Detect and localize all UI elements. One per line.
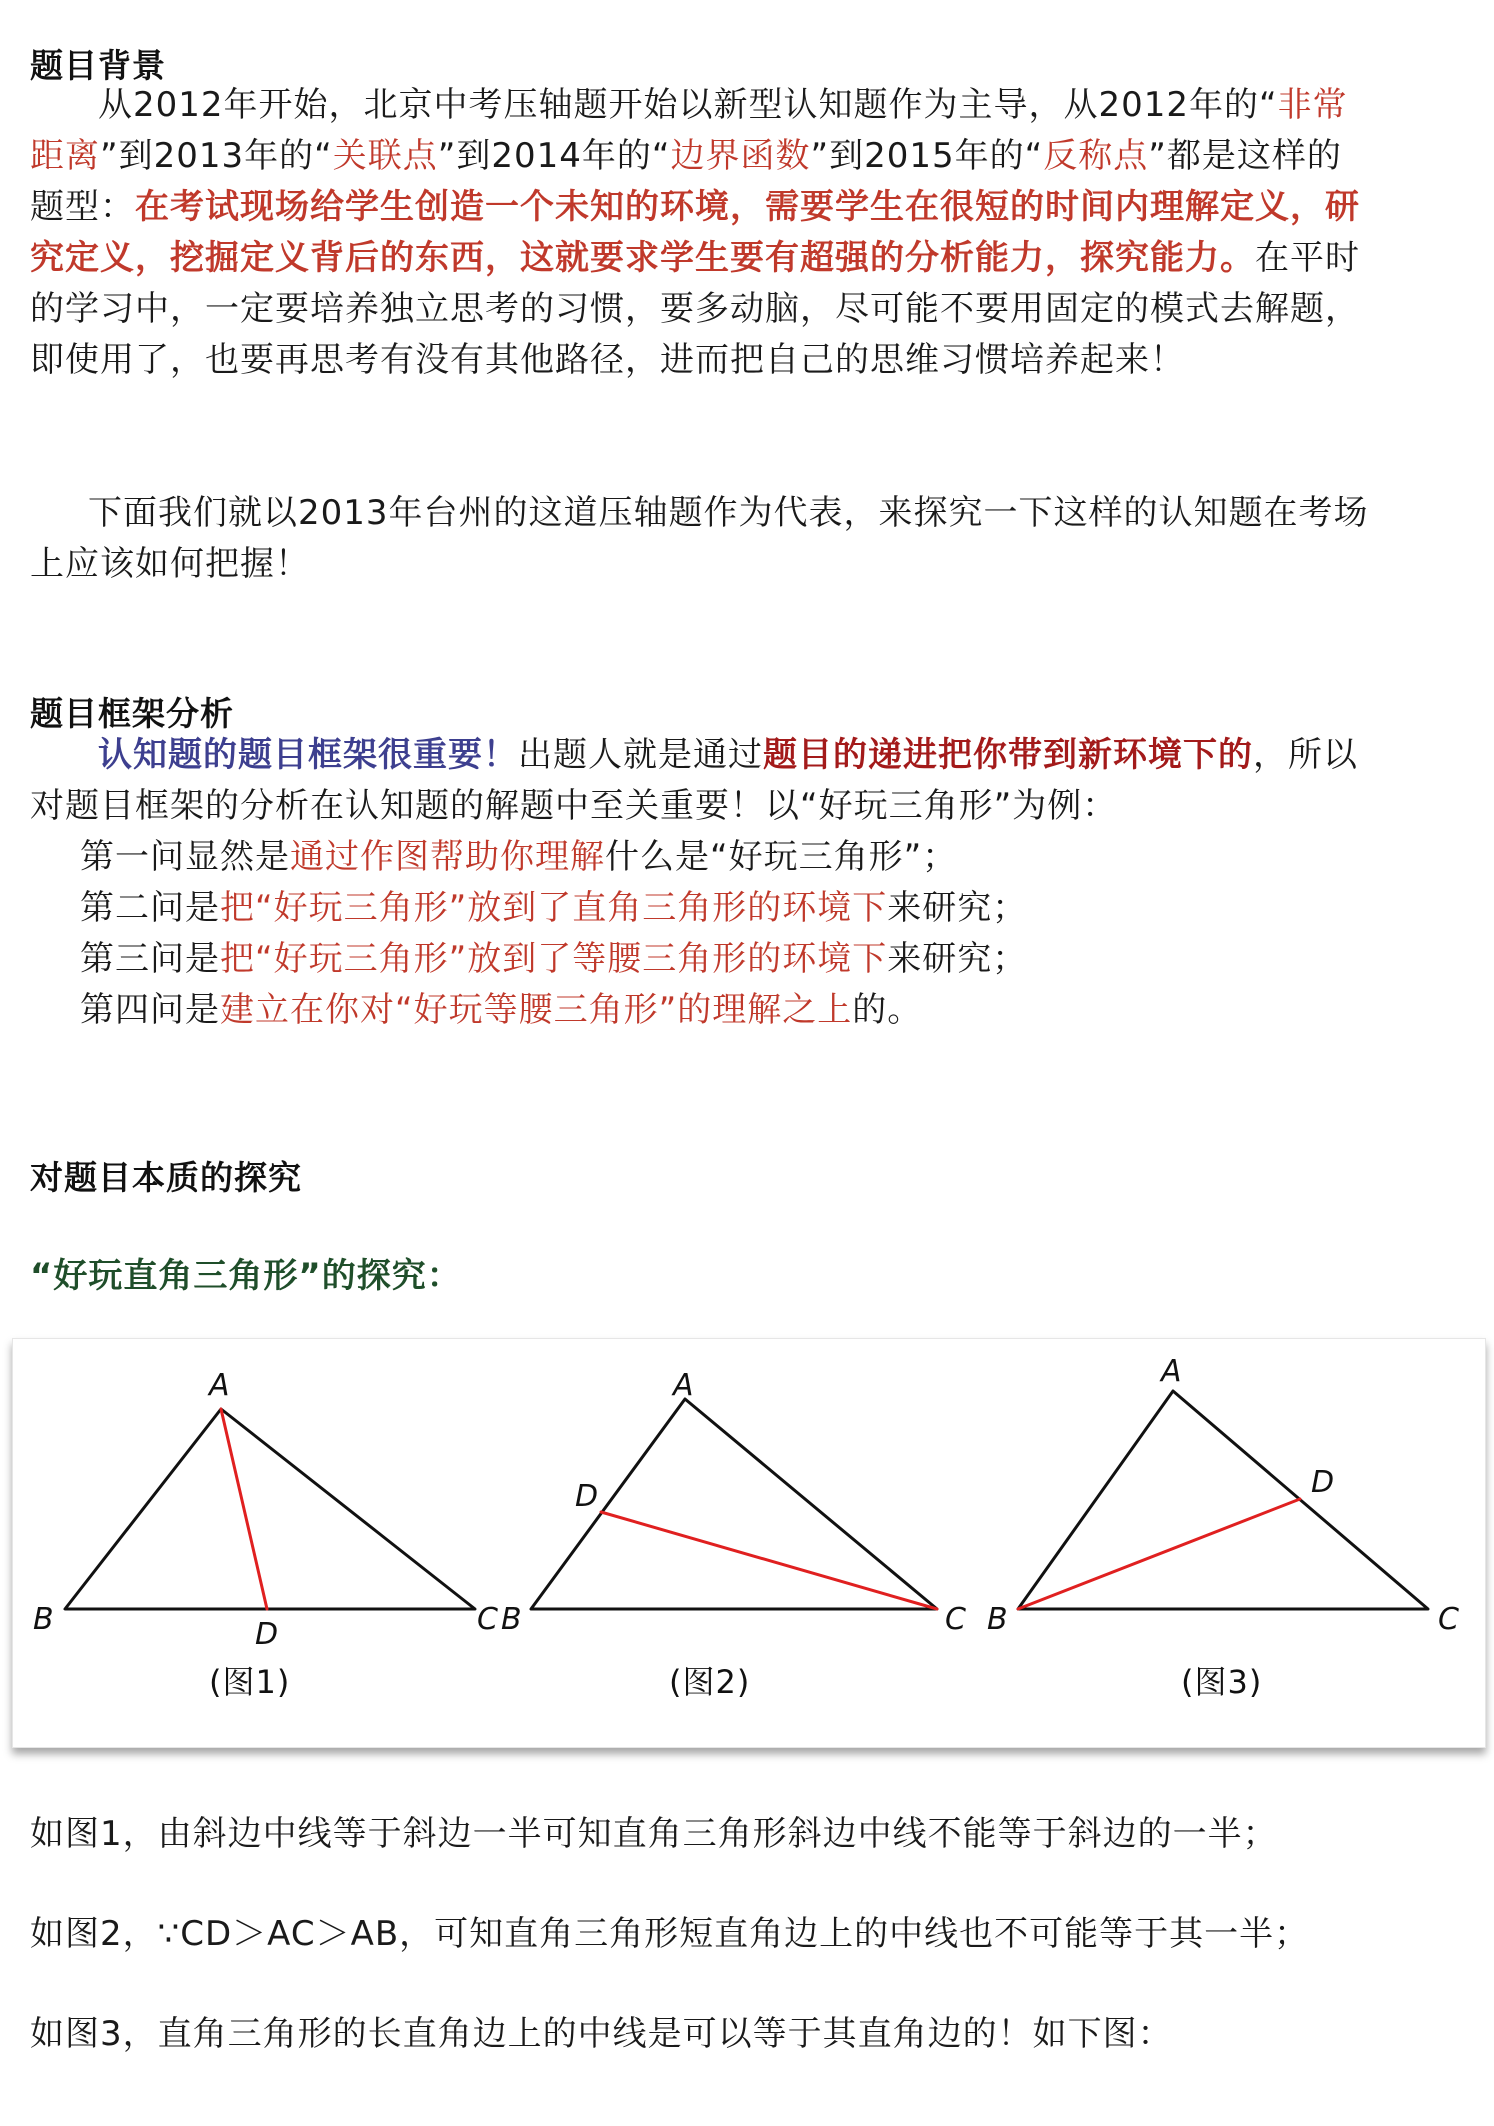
- emphasis-text: 在考试现场给学生创造一个未知的环境，需要学生在很短的时间内理解定义，研究定义，挖掘定义背后的东西，这就要求学生要有超强的分析能力，探究能力。: [30, 187, 1360, 278]
- fig2-segment-cd: [601, 1512, 937, 1609]
- text-segment: ”到2013年的“: [100, 136, 333, 176]
- fig1-label-d: D: [255, 1617, 279, 1652]
- text-segment: 出题人就是通过: [518, 735, 763, 775]
- question-line-2: [80, 883, 1027, 934]
- question-line-4: [80, 985, 922, 1036]
- framework-paragraph: [30, 730, 1375, 832]
- conclusion-line-3: 如图3，直角三角形的长直角边上的中线是可以等于其直角边的！如下图：: [30, 2014, 1173, 2054]
- section-title-framework: 题目框架分析: [30, 694, 234, 733]
- section-title-background: 题目背景: [30, 46, 166, 85]
- question-highlight: 通过作图帮助你理解: [290, 837, 605, 877]
- question-highlight: 把“好玩三角形”放到了直角三角形的环境下: [220, 888, 888, 928]
- fig2-label-b: B: [501, 1602, 522, 1637]
- question-line-1: [80, 832, 957, 883]
- fig2-label-d: D: [575, 1479, 599, 1514]
- fig3-label-c: C: [1438, 1602, 1459, 1637]
- section-title-essence: 对题目本质的探究: [30, 1158, 302, 1197]
- question-line-3: [80, 934, 1027, 985]
- framework-emphasis: 题目的递进把你带到新环境下的: [763, 735, 1253, 775]
- question-suffix: 来研究；: [887, 888, 1028, 928]
- conclusion-line-2: 如图2，∵CD＞AC＞AB，可知直角三角形短直角边上的中线也不可能等于其一半；: [30, 1914, 1310, 1954]
- keyword-fan-cheng-dian: 反称点: [1043, 136, 1149, 176]
- intro-paragraph: 下面我们就以2013年台州的这道压轴题作为代表，来探究一下这样的认知题在考场上应该如何把握！: [30, 493, 1369, 584]
- text-segment: ”到2015年的“: [810, 136, 1044, 176]
- background-paragraph: [30, 80, 1375, 386]
- text-segment: ”到2014年的“: [437, 136, 671, 176]
- fig3-caption: (图3): [1181, 1663, 1263, 1701]
- question-prefix: 第四问是: [80, 990, 220, 1030]
- fig3-triangle: [1018, 1391, 1428, 1609]
- right-triangle-title: “好玩直角三角形”的探究：: [30, 1256, 462, 1296]
- conclusion-line-1: 如图1，由斜边中线等于斜边一半可知直角三角形斜边中线不能等于斜边的一半；: [30, 1814, 1278, 1854]
- question-highlight: 建立在你对“好玩等腰三角形”的理解之上: [220, 990, 853, 1030]
- keyword-fei-chang-ju-li: 非常距离: [30, 85, 1348, 176]
- text-segment: 从2012年开始，北京中考压轴题开始以新型认知题作为主导，从2012年的“: [98, 85, 1278, 125]
- keyword-bian-jie-han-shu: 边界函数: [670, 136, 811, 176]
- fig3-label-a: A: [1161, 1354, 1182, 1389]
- fig1-label-b: B: [33, 1602, 54, 1637]
- text-segment: 在平时的学习中，一定要培养独立思考的习惯，要多动脑，尽可能不要用固定的模式去解题，即使用了，也要再思考有没有其他路径，进而把自己的思维习惯培养起来！: [30, 238, 1360, 380]
- fig1-label-a: A: [209, 1368, 230, 1403]
- fig1-triangle: [65, 1409, 475, 1609]
- fig2-caption: (图2): [669, 1663, 751, 1701]
- fig3-label-b: B: [987, 1602, 1008, 1637]
- figure-panel: [12, 1338, 1486, 1748]
- fig3-segment-bd: [1018, 1499, 1300, 1609]
- keyword-guan-lian-dian: 关联点: [332, 136, 438, 176]
- question-prefix: 第二问是: [80, 888, 220, 928]
- question-suffix: 来研究；: [887, 939, 1028, 979]
- question-prefix: 第三问是: [80, 939, 220, 979]
- question-suffix: 的。: [852, 990, 923, 1030]
- question-suffix: 什么是“好玩三角形”；: [605, 837, 958, 877]
- fig1-label-c: C: [477, 1602, 498, 1637]
- text-segment: ，所以对题目框架的分析在认知题的解题中至关重要！以“好玩三角形”为例：: [30, 735, 1358, 826]
- fig2-label-a: A: [673, 1368, 694, 1403]
- fig2-label-c: C: [945, 1602, 966, 1637]
- text-segment: ”都是这样的题型：: [30, 136, 1342, 227]
- framework-lead: 认知题的题目框架很重要！: [98, 735, 518, 775]
- fig1-caption: (图1): [209, 1663, 291, 1701]
- fig3-label-d: D: [1311, 1465, 1335, 1500]
- question-prefix: 第一问显然是: [80, 837, 290, 877]
- question-highlight: 把“好玩三角形”放到了等腰三角形的环境下: [220, 939, 888, 979]
